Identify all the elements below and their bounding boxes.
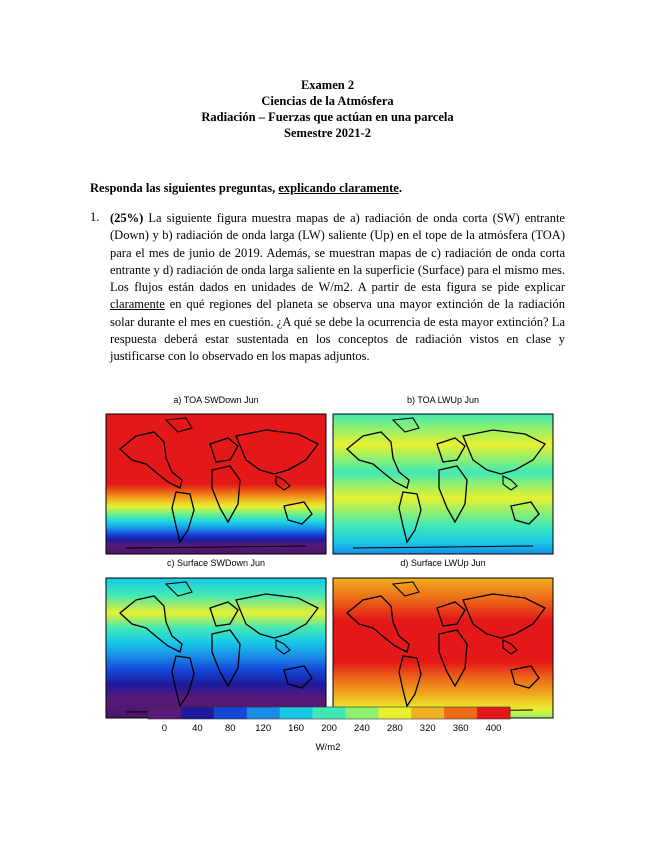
colorbar [148,707,511,719]
panel-d-title: d) Surface LWUp Jun [400,558,486,568]
colorbar-tick-label: 320 [419,723,436,734]
colorbar-swatch [181,707,214,719]
colorbar-swatch [477,707,510,719]
panel-b-title: b) TOA LWUp Jun [406,395,480,405]
colorbar-tick-label: 40 [192,723,203,734]
colorbar-swatch [444,707,477,719]
colorbar-tick-label: 80 [224,723,236,734]
instructions-emphasis: explicando claramente [278,181,399,195]
topic-line: Radiación – Fuerzas que actúan en una parcela [201,110,454,124]
exam-title: Examen 2 [300,78,355,92]
map-panel-c [106,578,326,718]
colorbar-unit: W/m2 [315,742,341,753]
colorbar-tick-label: 160 [288,723,305,734]
colorbar-swatch [148,707,181,719]
panel-c-title: c) Surface SWDown Jun [166,558,266,568]
question-weight: (25%) [110,211,144,225]
colorbar-tick-label: 360 [452,723,469,734]
colorbar-tick-label: 280 [386,723,403,734]
colorbar-tick-label: 120 [255,723,272,734]
question-underlined: claramente [110,297,165,312]
map-panel-b [333,414,553,554]
colorbar-tick-label: 200 [321,723,337,734]
colorbar-ticks [162,723,502,734]
colorbar-swatch [378,707,411,719]
question-text-a: La siguiente figura muestra mapas de a) radiación de onda corta (SW) entrante (Down) y b) radiación de onda larga (LW) saliente (Up) en el tope de la atmósfera (TOA) para el mes de junio de 2019. Además, se muestran mapas de c) radiación de onda corta entrante y d) radiación de onda larga saliente en la superficie (Surface) para el mismo mes. Los flujos están dados en unidades de W/m2. A partir de esta figura se pide explicar [110,211,565,295]
map-panel-d [333,578,553,718]
colorbar-tick-label: 240 [353,723,370,734]
colorbar-swatch [280,707,313,719]
colorbar-swatch [214,707,247,719]
colorbar-tick-label: 400 [485,723,502,734]
colorbar-swatch [411,707,444,719]
instructions-prefix: Responda las siguientes preguntas, [90,181,279,195]
question-number: 1. [90,210,100,224]
instructions-suffix: . [398,181,402,195]
panel-a-title: a) TOA SWDown Jun [173,395,259,405]
colorbar-swatch [313,707,346,719]
term-line: Semestre 2021-2 [284,126,371,140]
colorbar-swatch [247,707,280,719]
colorbar-swatch [345,707,378,719]
colorbar-tick-label: 0 [161,723,168,734]
map-panel-a [106,414,326,554]
course-name: Ciencias de la Atmósfera [261,94,394,108]
question-text-b: en qué regiones del planeta se observa una mayor extinción de la radiación solar durante el mes en cuestión. ¿A qué se debe la ocurrencia de esta mayor extinción? La respuesta deberá estar sustentada en los conceptos de radiación vistos en clase y justificarse con lo observado en los mapas adjuntos. [110,297,565,364]
